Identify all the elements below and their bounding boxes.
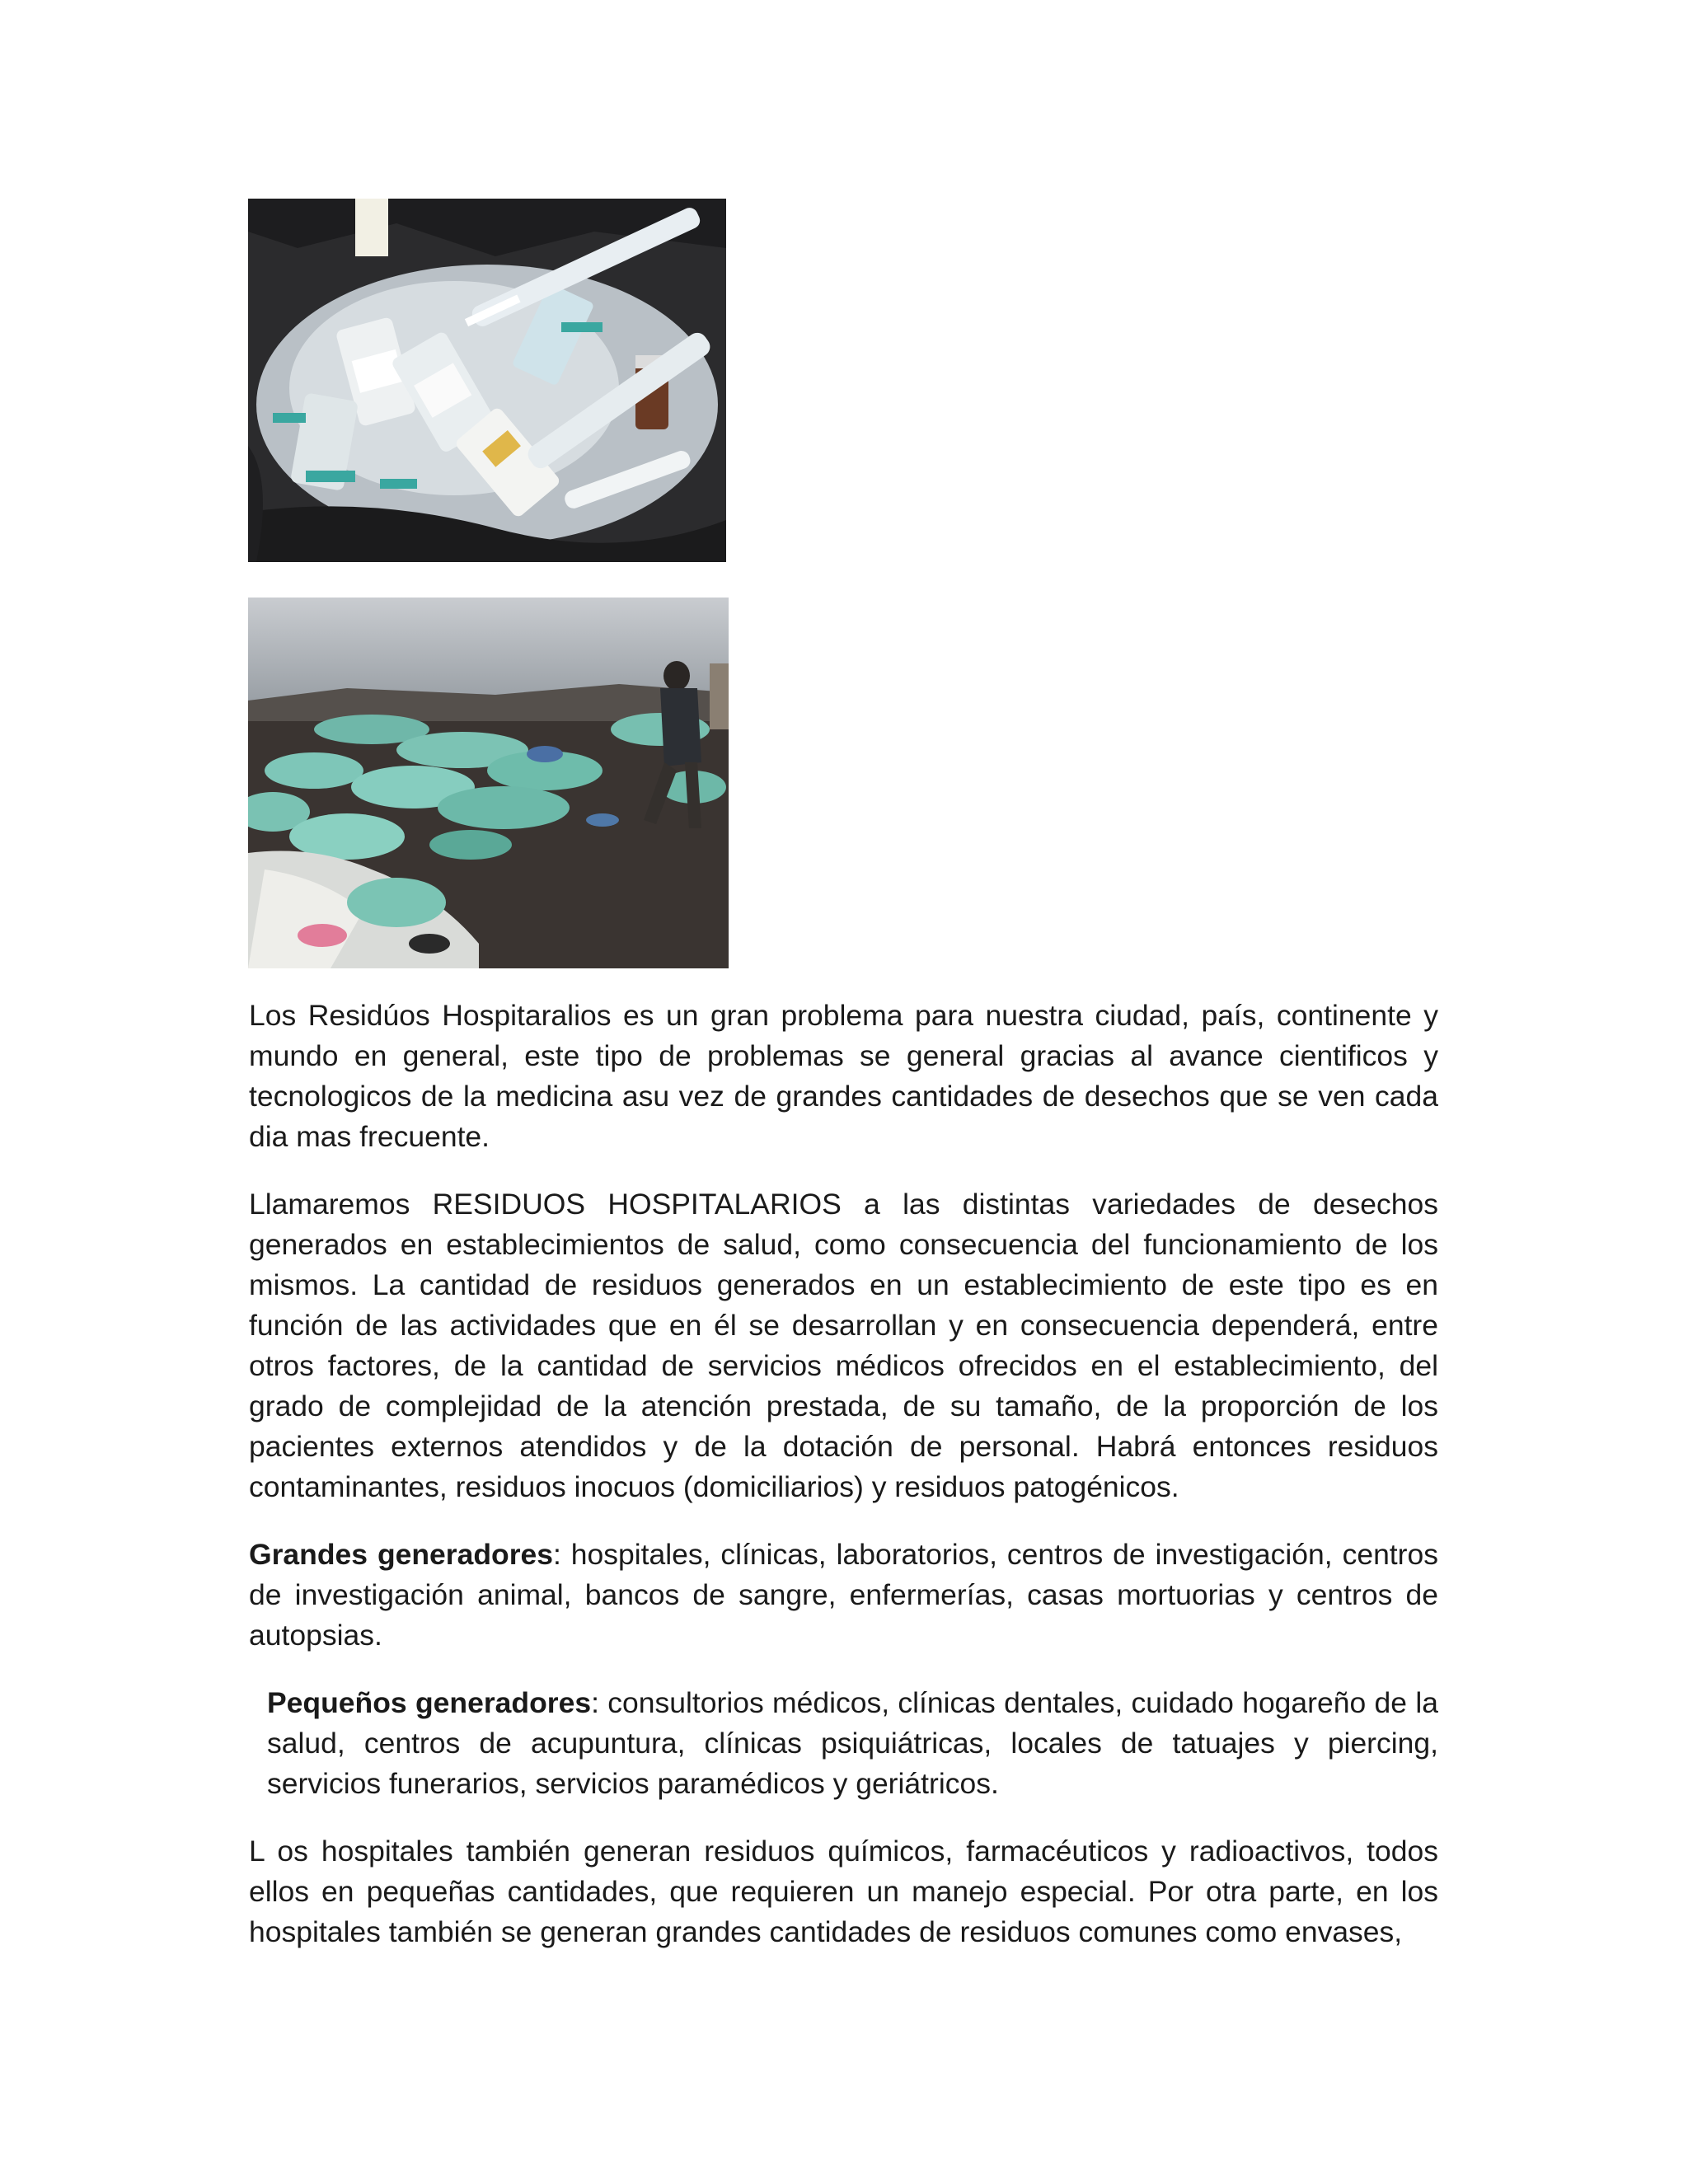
term-large-generators: Grandes generadores: [249, 1538, 554, 1571]
syringes-and-vials-photo-icon: [248, 199, 726, 562]
medical-waste-photo: [248, 199, 726, 562]
landfill-photo: [248, 598, 729, 968]
landfill-with-green-bags-photo-icon: [248, 598, 729, 968]
small-generators-text: : consultorios médicos, clínicas dentales, cuidado hogareño de la salud, centros de acupuntura, clínicas psiquiátricas, locales de tatuajes y piercing, servicios funerarios, servicios paramédicos y geriátricos.: [267, 1686, 1438, 1800]
paragraph-small-generators: [249, 1683, 1438, 1804]
paragraph-hospital-waste: L os hospitales también generan residuos químicos, farmacéuticos y radioactivos, todos ellos en pequeñas cantidades, que requieren un manejo especial. Por otra parte, en los hospitales también se generan grandes cantidades de residuos comunes como envases,: [249, 1835, 1438, 1948]
document-body: [249, 996, 1438, 1980]
paragraph-large-generators: [249, 1535, 1438, 1656]
large-generators-text: : hospitales, clínicas, laboratorios, centros de investigación, centros de investigación animal, bancos de sangre, enfermerías, casas mortuorias y centros de autopsias.: [249, 1538, 1438, 1652]
paragraph-intro: Los Residúos Hospitaralios es un gran problema para nuestra ciudad, país, continente y mundo en general, este tipo de problemas se general gracias al avance cientificos y tecnologicos de la medicina asu vez de grandes cantidades de desechos que se ven cada dia mas frecuente.: [249, 999, 1438, 1153]
paragraph-definition: Llamaremos RESIDUOS HOSPITALARIOS a las distintas variedades de desechos generados en establecimientos de salud, como consecuencia del funcionamiento de los mismos. La cantidad de residuos generados en un establecimiento de este tipo es en función de las actividades que en él se desarrollan y en consecuencia dependerá, entre otros factores, de la cantidad de servicios médicos ofrecidos en el establecimiento, del grado de complejidad de la atención prestada, de su tamaño, de la proporción de los pacientes externos atendidos y de la dotación de personal. Habrá entonces residuos contaminantes, residuos inocuos (domiciliarios) y residuos patogénicos.: [249, 1188, 1438, 1503]
term-small-generators: Pequeños generadores: [267, 1686, 592, 1719]
